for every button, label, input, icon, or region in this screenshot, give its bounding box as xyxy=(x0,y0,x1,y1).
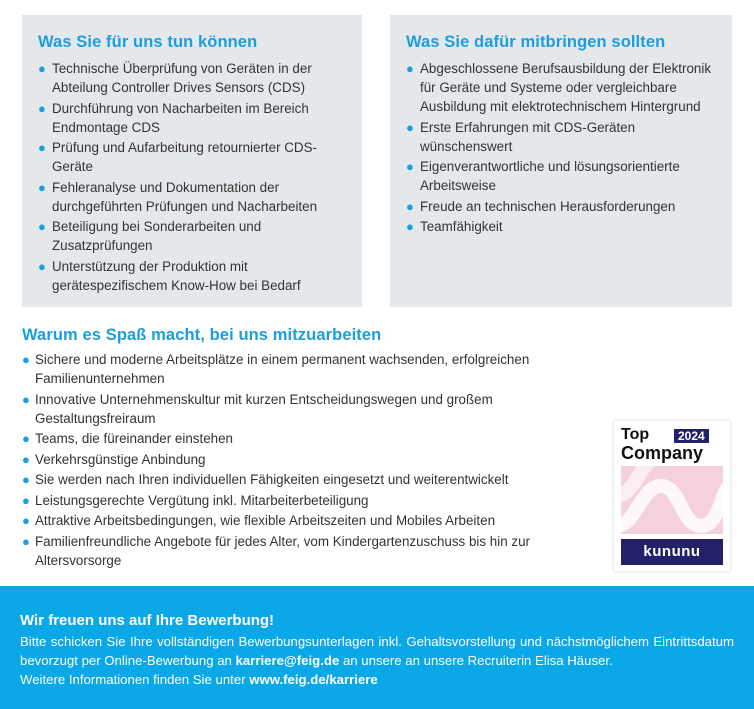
footer-heading: Wir freuen uns auf Ihre Bewerbung! xyxy=(20,612,275,629)
bullet-icon: ● xyxy=(22,352,30,367)
list-item: ● Leistungsgerechte Vergütung inkl. Mitarbeiterbeteiligung xyxy=(22,492,369,508)
list-item: ● Sie werden nach Ihren individuellen Fähigkeiten eingesetzt und weiterentwickelt xyxy=(22,472,509,487)
list-item: ● Prüfung und Aufarbeitung retournierter CDS-Geräte xyxy=(38,140,317,174)
bullet-icon: ● xyxy=(406,159,414,174)
bullet-icon: ● xyxy=(22,431,30,446)
bullet-icon: ● xyxy=(38,258,46,274)
list-item: ● Beteiligung bei Sonderarbeiten und Zusatzprüfungen xyxy=(38,219,262,253)
list-item: ● Familienfreundliche Angebote für jedes Alter, vom Kindergartenzuschuss bis hin zur Altersvorsorge xyxy=(22,533,530,568)
bullet-icon: ● xyxy=(22,513,30,528)
list-item: ● Innovative Unternehmenskultur mit kurzen Entscheidungswegen und großem Gestaltungsfreiraum xyxy=(22,391,493,426)
bullet-icon: ● xyxy=(22,451,30,467)
website-link[interactable]: www.feig.de/karriere xyxy=(249,672,378,687)
bullet-icon: ● xyxy=(22,391,30,407)
list-item: ● Teamfähigkeit xyxy=(406,219,503,234)
tasks-heading: Was Sie für uns tun können xyxy=(38,33,258,51)
bullet-icon: ● xyxy=(38,61,46,76)
badge-year: 2024 xyxy=(674,429,709,443)
requirements-box xyxy=(390,15,732,307)
tasks-box xyxy=(22,15,362,307)
tasks-list xyxy=(38,59,348,295)
list-item: ● Unterstützung der Produktion mit gerätespezifischem Know-How bei Bedarf xyxy=(38,258,301,293)
bullet-icon: ● xyxy=(22,472,30,487)
footer-text: Bitte schicken Sie Ihre vollständigen Bewerbungsunterlagen inkl. Gehaltsvorstellung und nächstmöglichem Eintrittsdatum bevorzugt per Online-Bewerbung an karriere@feig.de an unsere an unsere Recruiterin Elisa Häuser. Weitere Informationen finden Sie unter www.feig.de/karriere xyxy=(20,634,734,687)
list-item: ● Teams, die füreinander einstehen xyxy=(22,431,234,446)
kununu-top-company-badge xyxy=(614,421,730,571)
list-item: ● Freude an technischen Herausforderungen xyxy=(406,198,676,214)
badge-top-text: Top xyxy=(621,426,650,443)
benefits-section xyxy=(22,326,582,571)
email-link[interactable]: karriere@feig.de xyxy=(235,653,340,668)
bullet-icon: ● xyxy=(38,140,46,155)
bullet-icon: ● xyxy=(38,219,46,234)
application-footer xyxy=(0,586,754,709)
list-item: ● Fehleranalyse und Dokumentation der durchgeführten Prüfungen und Nacharbeiten xyxy=(38,179,318,214)
benefits-heading: Warum es Spaß macht, bei uns mitzuarbeiten xyxy=(22,326,382,344)
list-item: ● Sichere und moderne Arbeitsplätze in einem permanent wachsenden, erfolgreichen Familienunternehmen xyxy=(22,352,530,386)
bullet-icon: ● xyxy=(406,61,414,76)
bullet-icon: ● xyxy=(406,219,414,234)
benefits-list xyxy=(22,350,582,570)
requirements-list xyxy=(406,59,718,236)
list-item: ● Durchführung von Nacharbeiten im Bereich Endmontage CDS xyxy=(38,100,309,135)
badge-company-text: Company xyxy=(621,443,704,463)
list-item: ● Erste Erfahrungen mit CDS-Geräten wünschenswert xyxy=(406,119,636,154)
bullet-icon: ● xyxy=(38,100,46,116)
bullet-icon: ● xyxy=(38,179,46,195)
bullet-icon: ● xyxy=(22,533,30,549)
bullet-icon: ● xyxy=(406,198,414,214)
kununu-logo: kununu xyxy=(621,539,723,565)
list-item: ● Abgeschlossene Berufsausbildung der Elektronik für Geräte und Systeme oder vergleichbare Ausbildung mit elektrotechnischem Hintergrund xyxy=(406,61,712,114)
badge-graphic-icon xyxy=(621,466,723,534)
bullet-icon: ● xyxy=(22,492,30,508)
list-item: ● Technische Überprüfung von Geräten in der Abteilung Controller Drives Sensors (CDS) xyxy=(38,61,312,95)
bullet-icon: ● xyxy=(406,119,414,135)
list-item: ● Attraktive Arbeitsbedingungen, wie flexible Arbeitszeiten und Mobiles Arbeiten xyxy=(22,513,496,528)
requirements-heading: Was Sie dafür mitbringen sollten xyxy=(406,33,666,51)
list-item: ● Eigenverantwortliche und lösungsorientierte Arbeitsweise xyxy=(406,159,680,193)
list-item: ● Verkehrsgünstige Anbindung xyxy=(22,451,206,467)
